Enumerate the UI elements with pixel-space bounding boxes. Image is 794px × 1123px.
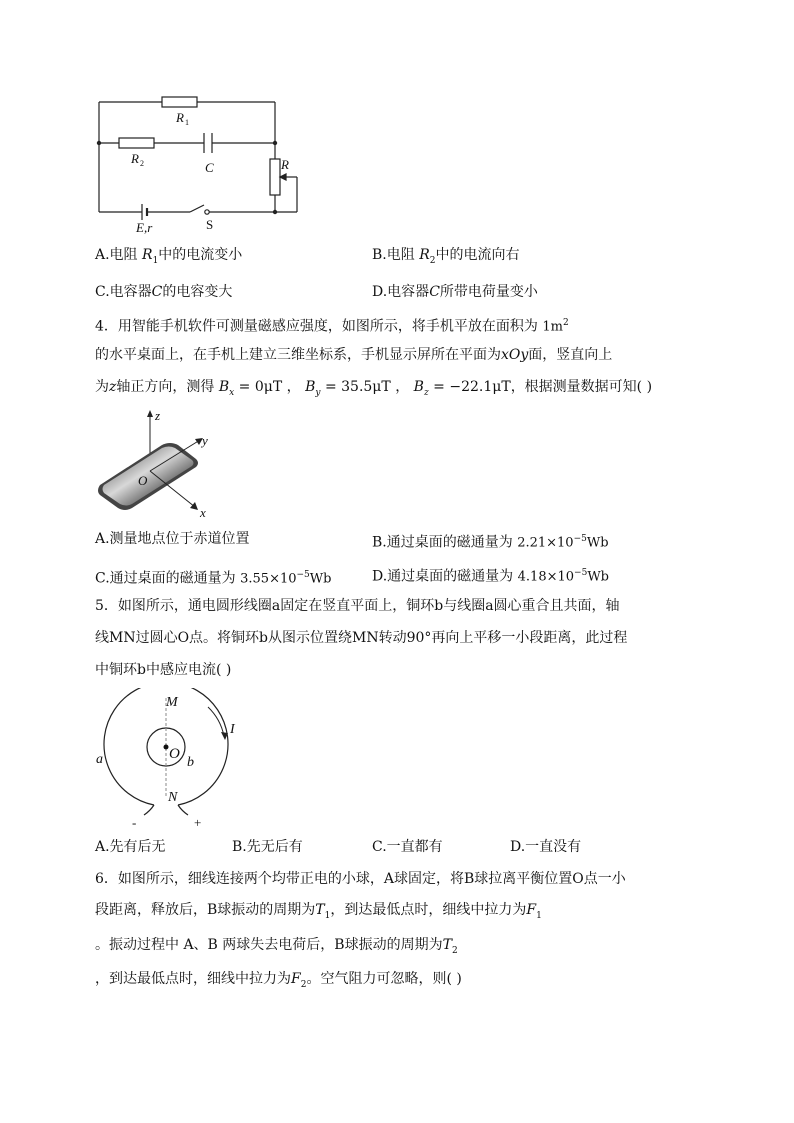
q4-option-a[interactable]: A.测量地点位于赤道位置 xyxy=(95,531,250,547)
label-m: M xyxy=(166,695,178,710)
label-plus: + xyxy=(194,815,202,830)
q6-stem-line1: 6．如图所示，细线连接两个均带正电的小球，A球固定，将B球拉离平衡位置O点一小 xyxy=(95,871,626,887)
q4-option-b[interactable]: B.通过桌面的磁通量为 $2.21\times 10^{-5}Wb$ xyxy=(372,534,609,551)
q4-stem-line3: 为z轴正方向，测得 $B_x = 0\mu T$ ， $B_y = 35.5\mu T$ ， $B_z = -22.1\mu T$，根据测量数据可知( ) xyxy=(95,379,653,398)
label-r: R xyxy=(281,157,289,172)
label-i: I xyxy=(230,722,235,737)
q5-stem-line3: 中铜环b中感应电流( ) xyxy=(95,662,232,678)
label-er: E,r xyxy=(136,220,153,235)
label-r1-sub: 1 xyxy=(185,118,189,127)
label-minus: - xyxy=(132,815,137,830)
coil-figure xyxy=(90,688,250,833)
q3-option-a[interactable]: A.电阻 $R_1$中的电流变小 xyxy=(95,247,243,266)
axis-x-label: x xyxy=(200,505,206,520)
q3-option-b[interactable]: B.电阻 $R_2$中的电流向右 xyxy=(372,247,520,266)
axis-y-label: y xyxy=(202,433,208,448)
phone-figure xyxy=(92,405,222,525)
origin-label: O xyxy=(138,473,148,488)
label-o: O xyxy=(169,746,180,762)
label-n: N xyxy=(168,790,178,805)
q5-option-a[interactable]: A.先有后无 xyxy=(95,839,166,855)
circuit-diagram xyxy=(90,90,310,240)
q3-option-c[interactable]: C.电容器C的电容变大 xyxy=(95,284,233,300)
q6-stem-line2: 段距离，释放后，B球振动的周期为$T_1$，到达最低点时，细线中拉力为$F_1$ xyxy=(95,902,542,921)
q6-stem-line3: 。振动过程中 A、B 两球失去电荷后，B球振动的周期为$T_2$ xyxy=(95,937,458,956)
q5-option-c[interactable]: C.一直都有 xyxy=(372,839,443,855)
axis-z-label: z xyxy=(155,408,161,423)
q3-option-d[interactable]: D.电容器C所带电荷量变小 xyxy=(372,284,538,300)
label-r2: R xyxy=(131,151,139,166)
q5-stem-line2: 线MN过圆心O点。将铜环b从图示位置绕MN转动90°再向上平移一小段距离，此过程 xyxy=(95,630,628,646)
q5-stem-line1: 5．如图所示，通电圆形线圈a固定在竖直平面上，铜环b与线圈a圆心重合且共面，轴 xyxy=(95,598,620,614)
q4-option-d[interactable]: D.通过桌面的磁通量为 $4.18\times 10^{-5}Wb$ xyxy=(372,568,609,585)
q4-stem-line2: 的水平桌面上，在手机上建立三维坐标系，手机显示屏所在平面为xOy面，竖直向上 xyxy=(95,347,613,363)
label-c: C xyxy=(205,160,214,175)
label-b: b xyxy=(187,755,194,770)
q5-option-d[interactable]: D.一直没有 xyxy=(510,839,582,855)
label-s: S xyxy=(206,217,214,232)
label-a: a xyxy=(96,752,103,767)
q5-option-b[interactable]: B.先无后有 xyxy=(232,839,303,855)
q4-stem-line1: 4．用智能手机软件可测量磁感应强度，如图所示，将手机平放在面积为 $1m^2$ xyxy=(95,318,569,335)
q6-stem-line4: ，到达最低点时，细线中拉力为$F_2$。空气阻力可忽略，则( ) xyxy=(95,971,462,990)
q4-option-c[interactable]: C.通过桌面的磁通量为 $3.55\times 10^{-5}Wb$ xyxy=(95,570,332,587)
label-r1: R xyxy=(176,110,184,125)
label-r2-sub: 2 xyxy=(140,159,144,168)
